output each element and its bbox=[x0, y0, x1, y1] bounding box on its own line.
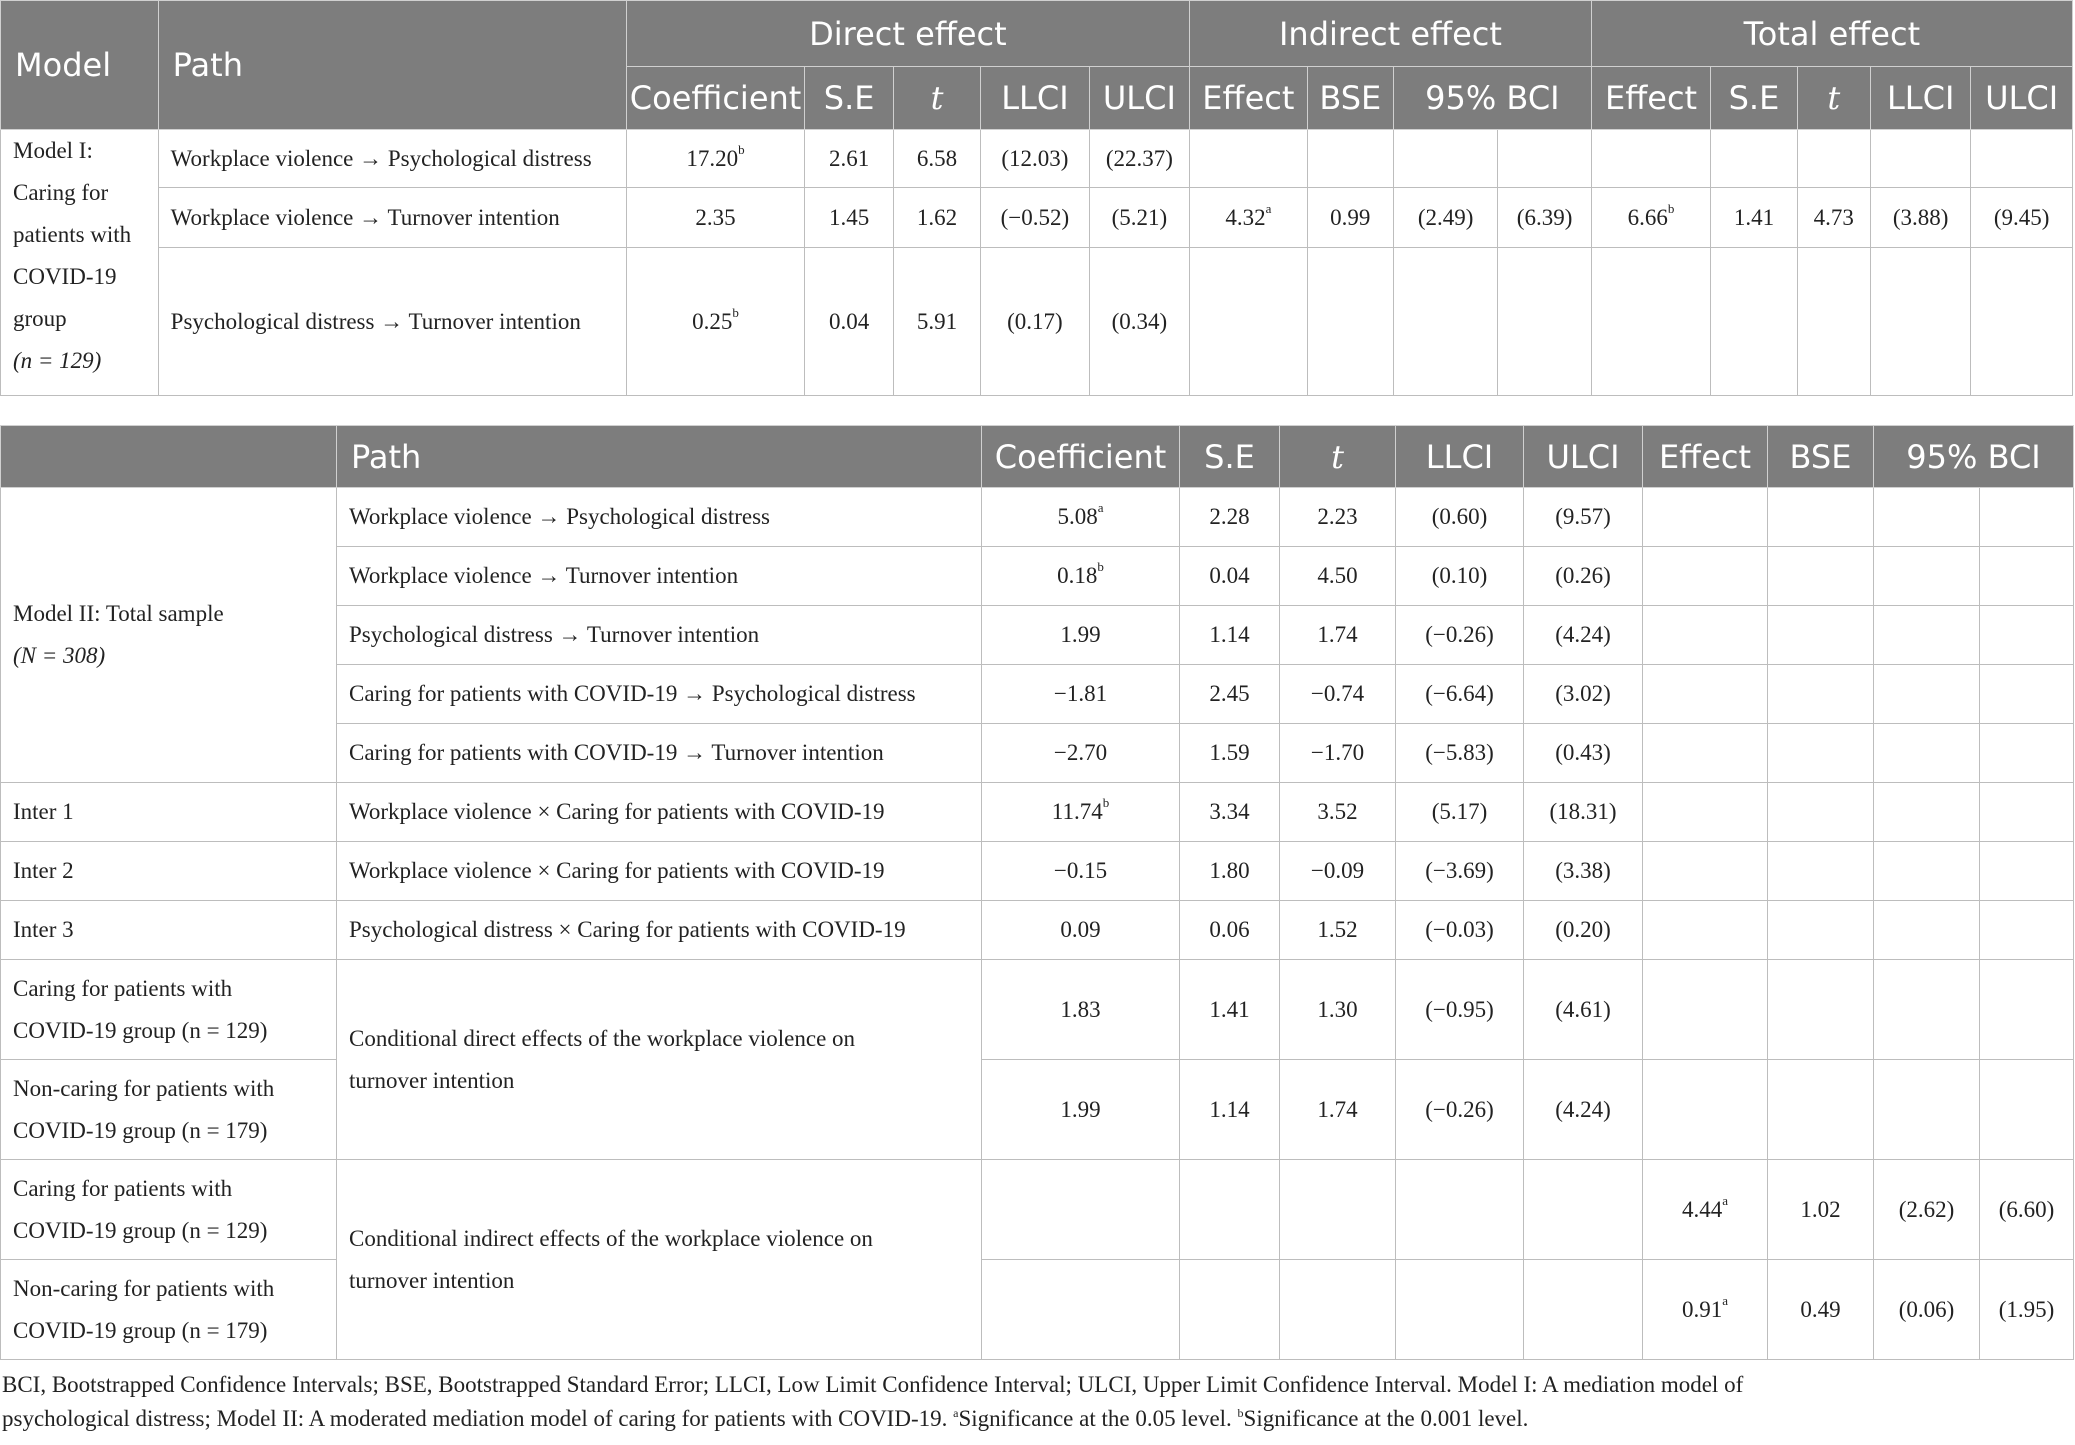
coefficient-cell: 17.20$^b$ bbox=[626, 130, 805, 188]
se-cell bbox=[1180, 1160, 1280, 1260]
bse-cell bbox=[1768, 488, 1874, 547]
t-cell: 1.52 bbox=[1280, 901, 1396, 960]
se-cell: 0.04 bbox=[1180, 547, 1280, 606]
bse-cell bbox=[1768, 960, 1874, 1060]
header-bse: BSE bbox=[1307, 67, 1393, 130]
header-coefficient: Coefficient bbox=[626, 67, 805, 130]
bci-lower-cell bbox=[1393, 248, 1497, 396]
bci-upper-cell bbox=[1980, 960, 2074, 1060]
indirect-effect-cell bbox=[1190, 130, 1308, 188]
llci-cell: (−0.26) bbox=[1396, 1060, 1524, 1160]
model-1-n: (n = 129) bbox=[13, 348, 102, 373]
header-path: Path bbox=[158, 1, 626, 130]
total-t-cell bbox=[1797, 248, 1870, 396]
ulci-cell: (3.38) bbox=[1524, 842, 1643, 901]
header-total-effect-col: Effect bbox=[1591, 67, 1711, 130]
bci-lower-cell bbox=[1874, 488, 1980, 547]
header-llci: LLCI bbox=[981, 67, 1089, 130]
ulci-cell: (22.37) bbox=[1089, 130, 1189, 188]
path-cell: Workplace violence → Psychological distress bbox=[158, 130, 626, 188]
table-row bbox=[1, 130, 2073, 188]
bci-upper-cell: (1.95) bbox=[1980, 1260, 2074, 1360]
t-cell: 6.58 bbox=[893, 130, 980, 188]
table-row bbox=[1, 901, 2074, 960]
bci-upper-cell bbox=[1980, 606, 2074, 665]
total-ulci-cell bbox=[1971, 248, 2073, 396]
header-model: Model bbox=[1, 1, 159, 130]
llci-cell: (0.17) bbox=[981, 248, 1089, 396]
header-llci: LLCI bbox=[1396, 426, 1524, 488]
t-cell: −0.74 bbox=[1280, 665, 1396, 724]
ulci-cell bbox=[1524, 1260, 1643, 1360]
header-direct-effect: Direct effect bbox=[626, 1, 1189, 67]
llci-cell bbox=[1396, 1160, 1524, 1260]
header-total-se: S.E bbox=[1711, 67, 1797, 130]
coefficient-cell: −1.81 bbox=[982, 665, 1180, 724]
total-t-cell bbox=[1797, 130, 1870, 188]
bci-upper-cell bbox=[1980, 665, 2074, 724]
bse-cell bbox=[1768, 547, 1874, 606]
header-total-llci: LLCI bbox=[1870, 67, 1970, 130]
effect-cell bbox=[1643, 606, 1768, 665]
t-cell: −1.70 bbox=[1280, 724, 1396, 783]
model-2-label: Model II: Total sample (N = 308) bbox=[1, 488, 337, 783]
table-row bbox=[1, 488, 2074, 547]
se-cell: 1.14 bbox=[1180, 1060, 1280, 1160]
effect-cell bbox=[1643, 1060, 1768, 1160]
ulci-cell: (0.20) bbox=[1524, 901, 1643, 960]
conditional-direct-path: Conditional direct effects of the workplace violence on turnover intention bbox=[337, 960, 982, 1160]
bci-lower-cell bbox=[1874, 783, 1980, 842]
header-bse: BSE bbox=[1768, 426, 1874, 488]
t-cell: 1.74 bbox=[1280, 606, 1396, 665]
total-se-cell: 1.41 bbox=[1711, 188, 1797, 248]
header-t: t bbox=[893, 67, 980, 130]
path-cell: Workplace violence → Psychological distress bbox=[337, 488, 982, 547]
bse-cell bbox=[1307, 130, 1393, 188]
bci-lower-cell: (2.49) bbox=[1393, 188, 1497, 248]
coefficient-cell bbox=[982, 1160, 1180, 1260]
total-se-cell bbox=[1711, 130, 1797, 188]
se-cell: 1.59 bbox=[1180, 724, 1280, 783]
group-label: Non-caring for patients with COVID-19 group (n = 179) bbox=[1, 1260, 337, 1360]
effect-cell: 4.44$^a$ bbox=[1643, 1160, 1768, 1260]
path-cell: Workplace violence × Caring for patients with COVID-19 bbox=[337, 842, 982, 901]
llci-cell: (−0.03) bbox=[1396, 901, 1524, 960]
bci-upper-cell: (6.60) bbox=[1980, 1160, 2074, 1260]
bci-upper-cell bbox=[1980, 547, 2074, 606]
bci-upper-cell bbox=[1980, 724, 2074, 783]
bci-lower-cell bbox=[1874, 606, 1980, 665]
se-cell bbox=[1180, 1260, 1280, 1360]
bci-upper-cell bbox=[1498, 130, 1591, 188]
path-cell: Caring for patients with COVID-19 → Turnover intention bbox=[337, 724, 982, 783]
coefficient-cell: 5.08$^a$ bbox=[982, 488, 1180, 547]
path-cell: Workplace violence → Turnover intention bbox=[337, 547, 982, 606]
bci-lower-cell bbox=[1874, 724, 1980, 783]
bci-lower-cell bbox=[1393, 130, 1497, 188]
table-row bbox=[1, 248, 2073, 396]
bci-lower-cell: (2.62) bbox=[1874, 1160, 1980, 1260]
bci-upper-cell bbox=[1980, 783, 2074, 842]
bci-upper-cell: (6.39) bbox=[1498, 188, 1591, 248]
model-2-n: (N = 308) bbox=[13, 643, 106, 668]
header-model-blank bbox=[1, 426, 337, 488]
t-cell: 3.52 bbox=[1280, 783, 1396, 842]
llci-cell: (−0.26) bbox=[1396, 606, 1524, 665]
group-label: Non-caring for patients with COVID-19 group (n = 179) bbox=[1, 1060, 337, 1160]
table-row bbox=[1, 783, 2074, 842]
header-total-effect: Total effect bbox=[1591, 1, 2072, 67]
group-label: Caring for patients with COVID-19 group (n = 129) bbox=[1, 1160, 337, 1260]
t-cell: 5.91 bbox=[893, 248, 980, 396]
header-total-t: t bbox=[1797, 67, 1870, 130]
bci-upper-cell bbox=[1980, 901, 2074, 960]
llci-cell: (−0.52) bbox=[981, 188, 1089, 248]
coefficient-cell: 1.83 bbox=[982, 960, 1180, 1060]
indirect-effect-cell bbox=[1190, 248, 1308, 396]
coefficient-cell: 0.18$^b$ bbox=[982, 547, 1180, 606]
bci-upper-cell bbox=[1980, 1060, 2074, 1160]
llci-cell: (5.17) bbox=[1396, 783, 1524, 842]
total-llci-cell bbox=[1870, 130, 1970, 188]
table-row bbox=[1, 960, 2074, 1060]
ulci-cell: (5.21) bbox=[1089, 188, 1189, 248]
conditional-indirect-path: Conditional indirect effects of the workplace violence on turnover intention bbox=[337, 1160, 982, 1360]
llci-cell: (0.10) bbox=[1396, 547, 1524, 606]
effect-cell bbox=[1643, 488, 1768, 547]
t-cell: 1.62 bbox=[893, 188, 980, 248]
effect-cell bbox=[1643, 901, 1768, 960]
llci-cell bbox=[1396, 1260, 1524, 1360]
bci-upper-cell bbox=[1498, 248, 1591, 396]
t-cell: 2.23 bbox=[1280, 488, 1396, 547]
header-ulci: ULCI bbox=[1524, 426, 1643, 488]
path-cell: Psychological distress × Caring for patients with COVID-19 bbox=[337, 901, 982, 960]
total-llci-cell: (3.88) bbox=[1870, 188, 1970, 248]
t-cell: −0.09 bbox=[1280, 842, 1396, 901]
bse-cell bbox=[1307, 248, 1393, 396]
se-cell: 3.34 bbox=[1180, 783, 1280, 842]
llci-cell: (12.03) bbox=[981, 130, 1089, 188]
t-cell: 1.30 bbox=[1280, 960, 1396, 1060]
bci-lower-cell bbox=[1874, 1060, 1980, 1160]
header-coefficient: Coefficient bbox=[982, 426, 1180, 488]
inter-label: Inter 2 bbox=[1, 842, 337, 901]
table-row bbox=[1, 1260, 2074, 1360]
header-effect: Effect bbox=[1643, 426, 1768, 488]
t-cell bbox=[1280, 1160, 1396, 1260]
header-indirect-effect: Indirect effect bbox=[1190, 1, 1592, 67]
total-ulci-cell: (9.45) bbox=[1971, 188, 2073, 248]
ulci-cell bbox=[1524, 1160, 1643, 1260]
path-cell: Workplace violence → Turnover intention bbox=[158, 188, 626, 248]
bse-cell bbox=[1768, 901, 1874, 960]
llci-cell: (−5.83) bbox=[1396, 724, 1524, 783]
bse-cell bbox=[1768, 665, 1874, 724]
group-label: Caring for patients with COVID-19 group (n = 129) bbox=[1, 960, 337, 1060]
path-cell: Workplace violence × Caring for patients with COVID-19 bbox=[337, 783, 982, 842]
effect-cell bbox=[1643, 724, 1768, 783]
bci-lower-cell bbox=[1874, 547, 1980, 606]
se-cell: 1.80 bbox=[1180, 842, 1280, 901]
ulci-cell: (4.24) bbox=[1524, 1060, 1643, 1160]
ulci-cell: (0.34) bbox=[1089, 248, 1189, 396]
inter-label: Inter 3 bbox=[1, 901, 337, 960]
t-cell bbox=[1280, 1260, 1396, 1360]
table-row bbox=[1, 188, 2073, 248]
ulci-cell: (4.24) bbox=[1524, 606, 1643, 665]
bci-lower-cell bbox=[1874, 665, 1980, 724]
effect-cell bbox=[1643, 547, 1768, 606]
effect-cell: 0.91$^a$ bbox=[1643, 1260, 1768, 1360]
se-cell: 1.41 bbox=[1180, 960, 1280, 1060]
header-path: Path bbox=[337, 426, 982, 488]
ulci-cell: (3.02) bbox=[1524, 665, 1643, 724]
table-row bbox=[1, 842, 2074, 901]
bse-cell: 1.02 bbox=[1768, 1160, 1874, 1260]
table-row bbox=[1, 1160, 2074, 1260]
total-t-cell: 4.73 bbox=[1797, 188, 1870, 248]
total-effect-cell bbox=[1591, 248, 1711, 396]
se-cell: 0.04 bbox=[805, 248, 893, 396]
effect-cell bbox=[1643, 842, 1768, 901]
t-cell: 1.74 bbox=[1280, 1060, 1396, 1160]
coefficient-cell: 2.35 bbox=[626, 188, 805, 248]
bci-upper-cell bbox=[1980, 488, 2074, 547]
se-cell: 1.14 bbox=[1180, 606, 1280, 665]
total-llci-cell bbox=[1870, 248, 1970, 396]
bci-lower-cell bbox=[1874, 901, 1980, 960]
coefficient-cell: 11.74$^b$ bbox=[982, 783, 1180, 842]
bci-upper-cell bbox=[1980, 842, 2074, 901]
bci-lower-cell bbox=[1874, 842, 1980, 901]
header-se: S.E bbox=[1180, 426, 1280, 488]
bse-cell bbox=[1768, 842, 1874, 901]
se-cell: 2.61 bbox=[805, 130, 893, 188]
path-cell: Psychological distress → Turnover intention bbox=[158, 248, 626, 396]
bse-cell: 0.99 bbox=[1307, 188, 1393, 248]
se-cell: 1.45 bbox=[805, 188, 893, 248]
llci-cell: (0.60) bbox=[1396, 488, 1524, 547]
llci-cell: (−3.69) bbox=[1396, 842, 1524, 901]
header-ulci: ULCI bbox=[1089, 67, 1189, 130]
coefficient-cell: 0.09 bbox=[982, 901, 1180, 960]
table-row bbox=[1, 1060, 2074, 1160]
effect-cell bbox=[1643, 783, 1768, 842]
table-footnote: BCI, Bootstrapped Confidence Intervals; BSE, Bootstrapped Standard Error; LLCI, Low Limit Confidence Interval; ULCI, Upper Limit Confidence Interval. Model I: A mediation model of psychological distress; Model II: A moderated mediation model of caring for patients with COVID-19. $^a$Significance at the 0.05 level. $^b$Significance at the 0.001 level. bbox=[2, 1372, 1744, 1431]
se-cell: 2.28 bbox=[1180, 488, 1280, 547]
total-effect-cell bbox=[1591, 130, 1711, 188]
se-cell: 2.45 bbox=[1180, 665, 1280, 724]
model-1-label: Model I: Caring for patients with COVID-19 group (n = 129) bbox=[1, 130, 159, 396]
coefficient-cell: 0.25$^b$ bbox=[626, 248, 805, 396]
header-t: t bbox=[1280, 426, 1396, 488]
bci-lower-cell: (0.06) bbox=[1874, 1260, 1980, 1360]
coefficient-cell: −2.70 bbox=[982, 724, 1180, 783]
header-effect: Effect bbox=[1190, 67, 1308, 130]
header-95-bci: 95% BCI bbox=[1874, 426, 2074, 488]
coefficient-cell: 1.99 bbox=[982, 606, 1180, 665]
coefficient-cell bbox=[982, 1260, 1180, 1360]
ulci-cell: (9.57) bbox=[1524, 488, 1643, 547]
t-cell: 4.50 bbox=[1280, 547, 1396, 606]
inter-label: Inter 1 bbox=[1, 783, 337, 842]
llci-cell: (−0.95) bbox=[1396, 960, 1524, 1060]
bse-cell: 0.49 bbox=[1768, 1260, 1874, 1360]
ulci-cell: (0.26) bbox=[1524, 547, 1643, 606]
coefficient-cell: 1.99 bbox=[982, 1060, 1180, 1160]
model-1-table bbox=[0, 0, 2073, 396]
se-cell: 0.06 bbox=[1180, 901, 1280, 960]
coefficient-cell: −0.15 bbox=[982, 842, 1180, 901]
header-95-bci: 95% BCI bbox=[1393, 67, 1591, 130]
total-effect-cell: 6.66$^b$ bbox=[1591, 188, 1711, 248]
total-se-cell bbox=[1711, 248, 1797, 396]
header-se: S.E bbox=[805, 67, 893, 130]
total-ulci-cell bbox=[1971, 130, 2073, 188]
effect-cell bbox=[1643, 960, 1768, 1060]
bse-cell bbox=[1768, 1060, 1874, 1160]
ulci-cell: (0.43) bbox=[1524, 724, 1643, 783]
ulci-cell: (18.31) bbox=[1524, 783, 1643, 842]
model-2-table bbox=[0, 425, 2074, 1360]
path-cell: Caring for patients with COVID-19 → Psychological distress bbox=[337, 665, 982, 724]
path-cell: Psychological distress → Turnover intention bbox=[337, 606, 982, 665]
bse-cell bbox=[1768, 606, 1874, 665]
bse-cell bbox=[1768, 724, 1874, 783]
indirect-effect-cell: 4.32$^a$ bbox=[1190, 188, 1308, 248]
llci-cell: (−6.64) bbox=[1396, 665, 1524, 724]
effect-cell bbox=[1643, 665, 1768, 724]
bci-lower-cell bbox=[1874, 960, 1980, 1060]
header-total-ulci: ULCI bbox=[1971, 67, 2073, 130]
bse-cell bbox=[1768, 783, 1874, 842]
ulci-cell: (4.61) bbox=[1524, 960, 1643, 1060]
